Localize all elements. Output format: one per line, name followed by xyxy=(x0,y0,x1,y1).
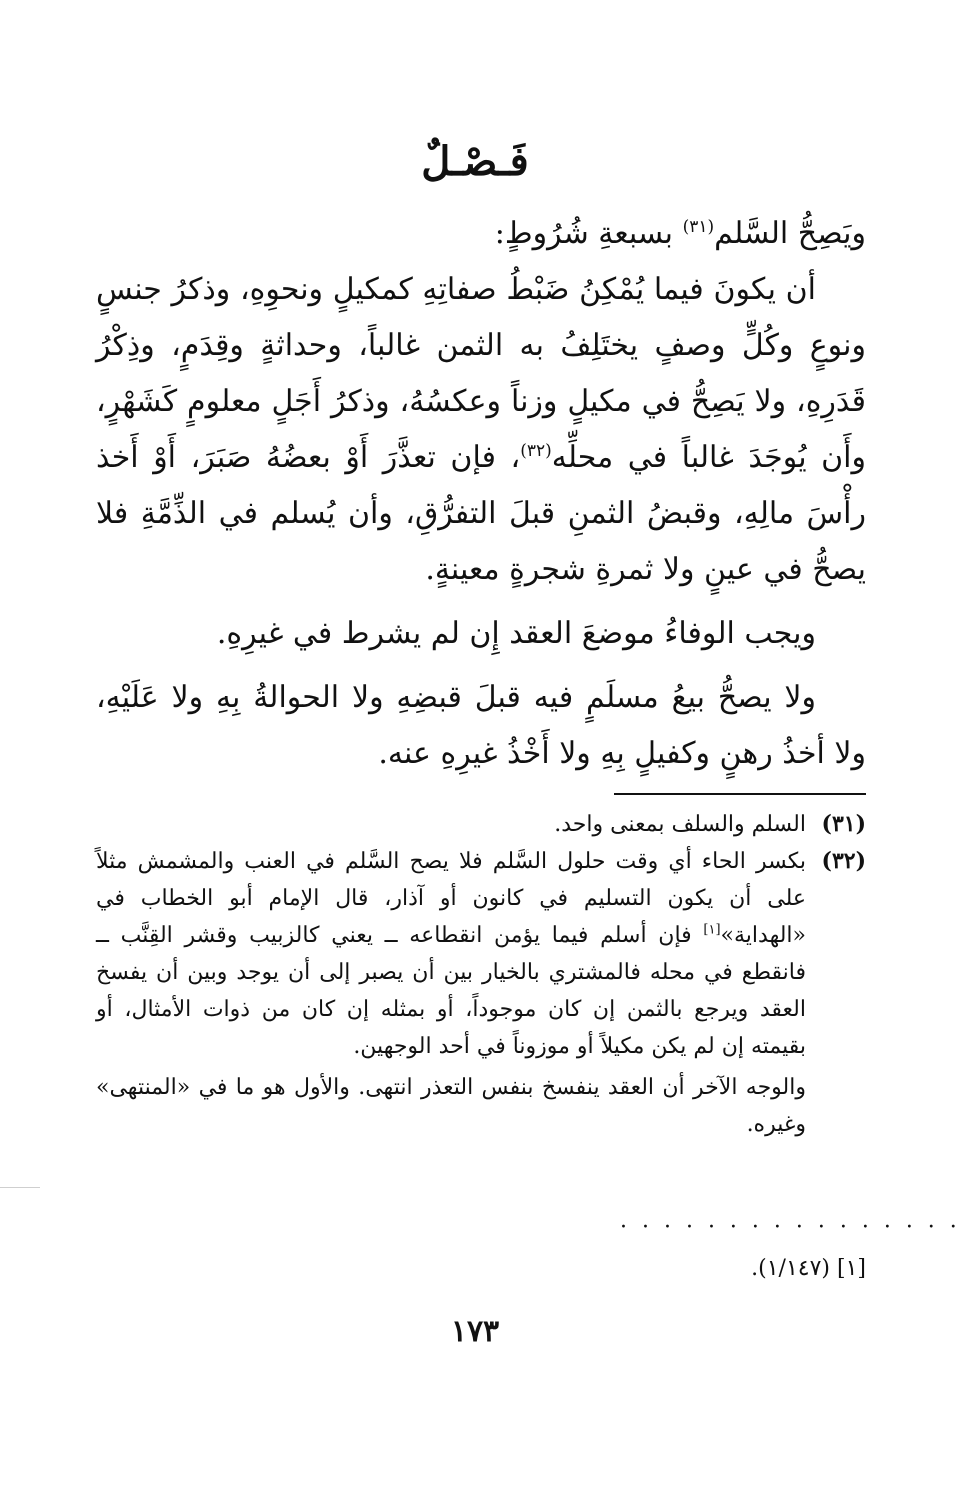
paragraph-prohibition: ولا يصحُّ بيعُ مسلَمٍ فيه قبلَ قبضِهِ ولا الحوالةُ بِهِ ولا عَلَيْهِ، ولا أخذُ رهنٍ وكفيلٍ بِهِ ولا أَخْذُ غيرِهِ عنه. xyxy=(96,680,866,771)
conditions-text: أن يكونَ فيما يُمْكِنُ ضَبْطُ صفاتِهِ كمكيلٍ ونحوِهِ، وذكرُ جنسٍ ونوعٍ وكُلٍّ وصفٍ يختَلِفُ به الثمن غالباً، وحداثةٍ وقِدَمٍ، وذِكْرُ قَدَرِهِ، ولا يَصِحُّ في مكيلٍ وزناً وعكسُهُ، وذكرُ أَجَلٍ معلومٍ كَشَهْرٍ، وأَن يُوجَدَ غالباً في محلِّه xyxy=(96,272,866,475)
footnote-32-continuation: والوجه الآخر أن العقد ينفسخ بنفس التعذر انتهى. والأول هو ما في «المنتهى» وغيره. xyxy=(96,1075,806,1137)
page-number: ١٧٣ xyxy=(450,1314,500,1349)
footnote-text-end: فإن أسلم فيما يؤمن انقطاعه ــ يعني كالزبيب وقشر القِنَّب ــ فانقطع في محله فالمشتري بالخيار بين أن يصبر إلى أن يوجد وبين أن يفسخ العقد ويرجع بالثمن إن كان موجوداً، أو بمثله إن كان من ذوات الأمثال، أو بقيمته إن لم يكن مكيلاً أو موزوناً في أحد الوجهين. xyxy=(96,923,806,1059)
endnote-separator-dots: · · · · · · · · · · · · · · · · xyxy=(620,1215,961,1240)
conditions-text-end: ، فإن تعذَّرَ أَوْ بعضُهُ صَبَرَ، أَوْ أَخذ رأْسَ مالِهِ، وقبضُ الثمنِ قبلَ التفرُّقِ، وأن يُسلم في الذِّمَّةِ فلا يصحُّ في عينٍ ولا ثمرةِ شجرةٍ معينةٍ. xyxy=(96,440,866,587)
footnote-separator-line xyxy=(614,793,866,795)
page-edge-mark xyxy=(0,1187,40,1188)
paragraph-conditions xyxy=(96,262,866,598)
endnote-ref-1[interactable]: [١] xyxy=(703,922,721,938)
section-heading: فَـصْـلٌ xyxy=(421,138,529,185)
footnote-text xyxy=(96,843,806,1065)
footnote-ref-31[interactable]: (٣١) xyxy=(682,217,715,237)
intro-text: ويَصِحُّ السَّلم xyxy=(714,216,866,251)
footnote-ref-32[interactable]: (٣٢) xyxy=(520,441,552,461)
footnotes xyxy=(96,806,866,1143)
footnote-32 xyxy=(96,843,866,1065)
paragraph-fulfilment: ويجب الوفاءُ موضعَ العقد إِن لم يشرط في غيرِهِ. xyxy=(216,616,816,651)
intro-text-end: بسبعةِ شُرُوطٍ: xyxy=(494,216,683,251)
section-intro xyxy=(96,206,866,262)
main-text xyxy=(96,206,866,782)
endnote-1: [١] (١/١٤٧). xyxy=(751,1256,866,1281)
footnote-text: السلم والسلف بمعنى واحد. xyxy=(554,812,806,837)
footnote-31 xyxy=(96,806,866,843)
footnote-text-start: بكسر الحاء أي وقت حلول السَّلم فلا يصح السَّلم في العنب والمشمش مثلاً على أن يكون التسليم في كانون أو آذار، قال الإمام أبو الخطاب في «الهداية» xyxy=(96,849,806,948)
footnote-number: (٣١) xyxy=(821,811,866,837)
footnote-number: (٣٢) xyxy=(821,848,866,874)
